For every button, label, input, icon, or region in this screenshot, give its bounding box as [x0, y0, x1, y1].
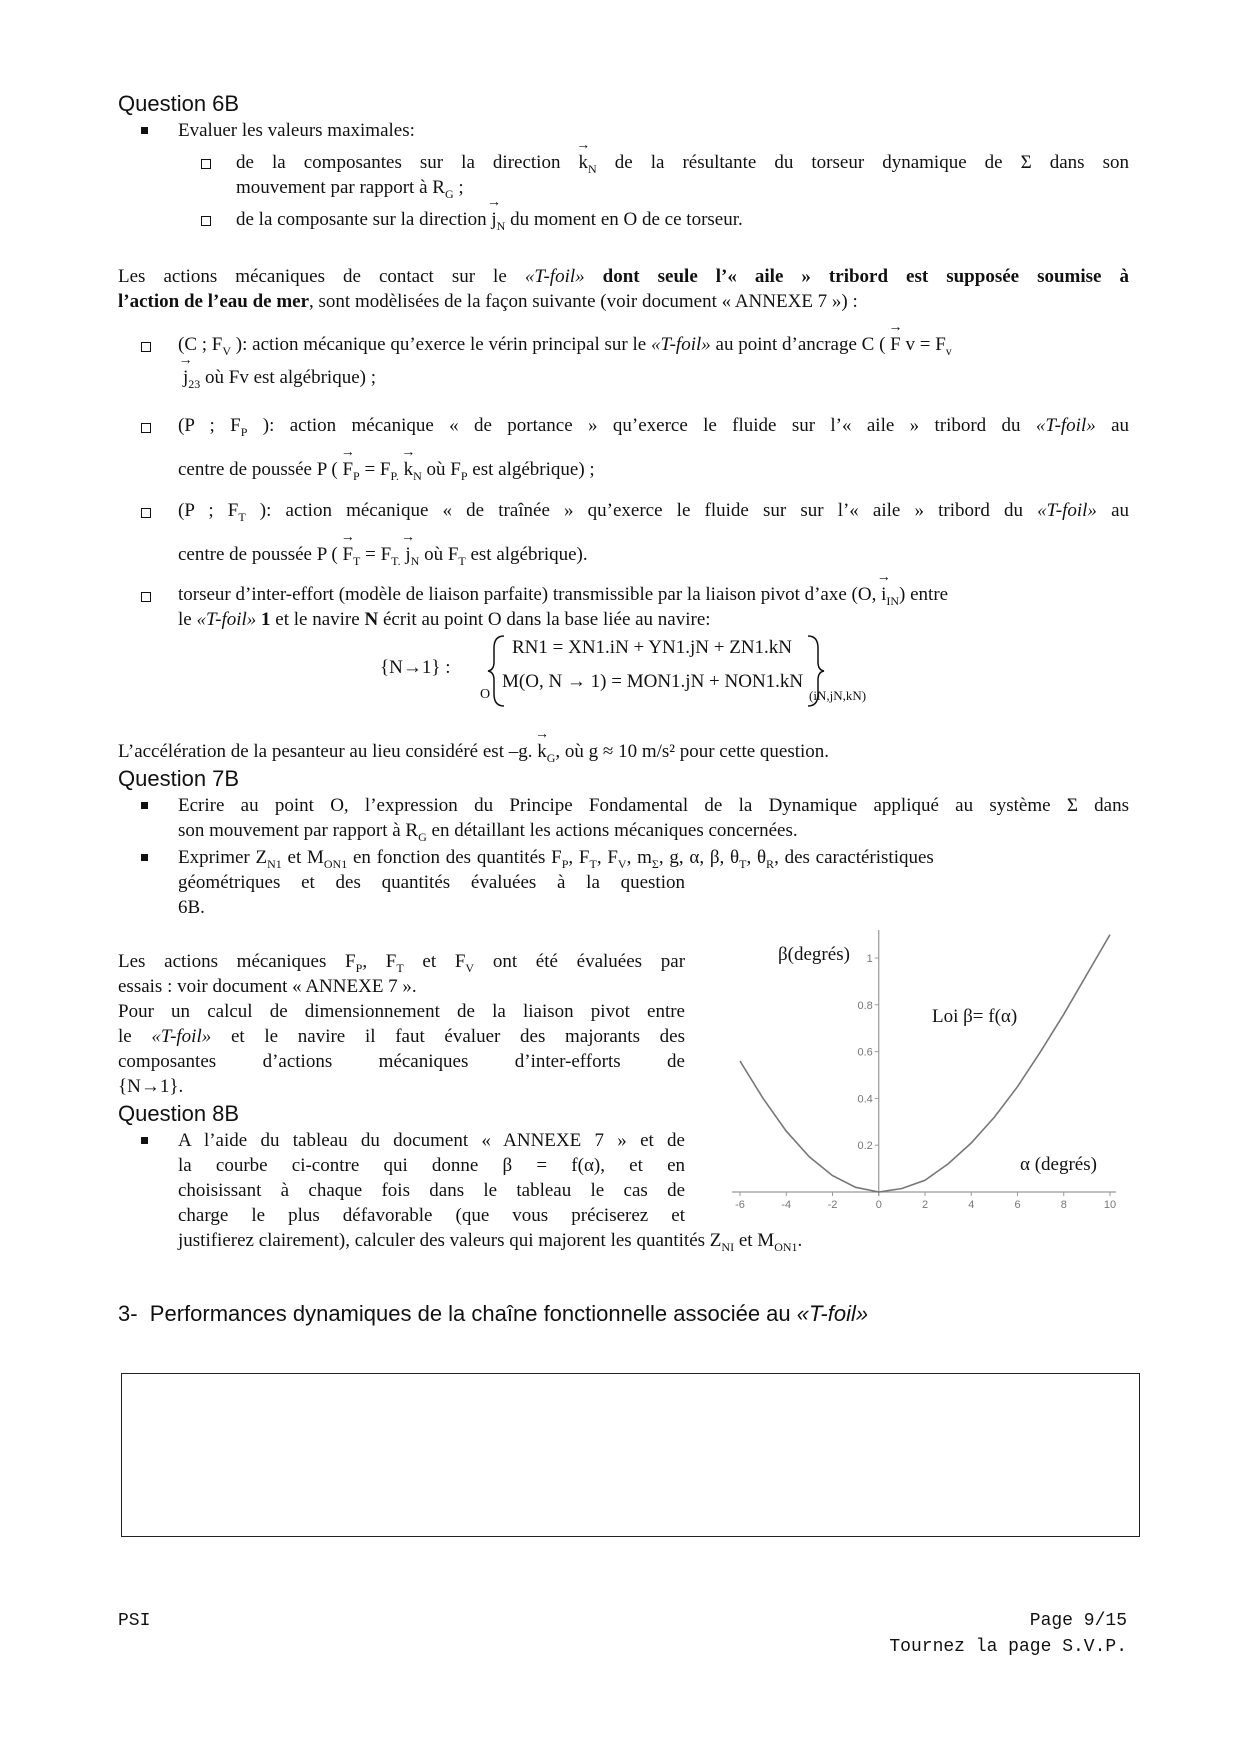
item2-text-g: = F [364, 459, 391, 480]
y-tick-label: 1 [866, 953, 873, 965]
beta-alpha-chart [690, 910, 1150, 1230]
gravity-line [118, 740, 829, 766]
essais-line1 [118, 950, 685, 976]
item1-sub-v: v [945, 343, 952, 358]
item3-text-g: = F [365, 544, 392, 565]
item4-text-e: le [178, 609, 192, 630]
q7-b2-s: P [561, 856, 569, 871]
item3-text-d: centre de poussée P ( [178, 544, 338, 565]
torseur-lhs: {N→1} : [380, 657, 451, 678]
item4-bold-n: N [364, 609, 379, 630]
q7-b2-t: et M [287, 847, 324, 868]
x-tick-label: 2 [921, 1199, 929, 1211]
q6-bullet-text: Evaluer les valeurs maximales: [178, 120, 415, 141]
q6-sub1-subscript: N [588, 161, 597, 176]
q7-b2-s: V [617, 856, 627, 871]
section3-number: 3- [118, 1301, 138, 1326]
item4-line1 [178, 583, 1129, 609]
gravity-sub: G [546, 750, 556, 765]
q7-b2-t: , g, α, β, θ [658, 847, 740, 868]
y-tick-label: 0.8 [857, 999, 873, 1012]
tfoil-italic: «T-foil» [650, 334, 711, 355]
item2-text-k: où F [426, 459, 461, 480]
q7-b2-t: , F [568, 847, 590, 868]
vector-f: → F [342, 458, 353, 483]
item4-text-a: torseur d’inter-effort (modèle de liaison parfaite) transmissible par la liaison pivot d’axe (O, [178, 584, 877, 605]
essais-t: le [118, 1026, 132, 1047]
essais-t: Les actions mécaniques F [118, 951, 356, 972]
item3-line2 [178, 543, 588, 569]
q8-line5 [178, 1229, 802, 1255]
item2-text-d: centre de poussée P ( [178, 459, 338, 480]
vector-j: → j [491, 208, 496, 233]
q7-b2-s: T [589, 856, 597, 871]
vector-k: → k [404, 458, 414, 483]
bullet-box [201, 216, 211, 226]
item3-sub-t2: T. [391, 553, 401, 568]
vector-i: → i [881, 583, 886, 608]
q7-b1-sub: G [418, 829, 427, 844]
x-tick-label: 8 [1060, 1199, 1067, 1211]
bullet-square [141, 1137, 148, 1144]
item2-text-b: ): action mécanique « de portance » qu’exerce le fluide sur l’« aile » tribord du [262, 415, 1021, 436]
q7-b1-text-b: son mouvement par rapport à R [178, 820, 419, 841]
q7-b2-s: R [766, 856, 775, 871]
q6-sub2-subscript: N [496, 218, 506, 233]
bullet-box [141, 508, 151, 518]
item2-text-m: est algébrique) ; [472, 459, 595, 480]
item3-text-c: au [1111, 500, 1130, 521]
q7-b2-t: en fonction des quantités F [352, 847, 562, 868]
section3-heading [118, 1300, 868, 1329]
tfoil-italic: «T-foil» [196, 609, 257, 630]
item2-text-a: (P ; F [178, 415, 241, 436]
q7-b2-t: , θ [746, 847, 767, 868]
torseur-point: O [480, 687, 491, 702]
q7-b2-s: N1 [267, 856, 282, 871]
essais-line3: Pour un calcul de dimensionnement de la liaison pivot entre [118, 1001, 685, 1022]
item4-sub: IN [886, 593, 900, 608]
torseur-row2: M(O, N → 1) = MON1.jN + NON1.kN [502, 671, 804, 692]
q7-b2-t: , des caractéristiques [774, 847, 934, 868]
item3-sub-t: T [353, 553, 361, 568]
footer-left: PSI [118, 1611, 151, 1631]
item2-line1 [178, 414, 1129, 440]
item1-line1 [178, 333, 1129, 359]
item2-sub-n: N [413, 468, 422, 483]
vector-k: → k [537, 740, 547, 765]
item3-text-m: est algébrique). [470, 544, 588, 565]
essais-s: P [355, 960, 363, 975]
essais-t: , F [362, 951, 397, 972]
essais-line2: essais : voir document « ANNEXE 7 ». [118, 976, 417, 997]
bullet-square [141, 802, 148, 809]
item1-text-c: au point d’ancrage C ( [715, 334, 886, 355]
item3-text-a: (P ; F [178, 500, 239, 521]
q8-line4: charge le plus défavorable (que vous préciserez et [178, 1205, 685, 1226]
tfoil-italic: «T-foil» [151, 1026, 212, 1047]
item4-text-g: et le navire [275, 609, 360, 630]
q7-b2-line1 [178, 846, 1129, 872]
contact-para-line1 [118, 265, 1129, 290]
q6-sub1-line2 [236, 176, 464, 202]
item1-text-i: où Fv est algébrique) ; [205, 367, 376, 388]
y-tick-label: 0.4 [857, 1093, 873, 1106]
item3-text-k: où F [424, 544, 459, 565]
q8-line3: choisissant à chaque fois dans le tableau le cas de [178, 1180, 685, 1201]
essais-t: ont été évaluées par [492, 951, 686, 972]
q7-b2-s: ON1 [323, 856, 348, 871]
q6-sub1-line1 [236, 151, 1129, 177]
q7-b2-t: Exprimer Z [178, 847, 268, 868]
tfoil-italic: «T-foil» [1037, 500, 1097, 521]
x-tick-label: -2 [827, 1199, 838, 1211]
objectives-head [133, 1375, 138, 1401]
item1-text-b: ): action mécanique qu’exerce le vérin principal sur le [235, 334, 647, 355]
essais-t: et F [422, 951, 466, 972]
essais-t: et le navire il faut évaluer des majorants des [230, 1026, 686, 1047]
item1-sub: V [222, 343, 232, 358]
bullet-box [141, 592, 151, 602]
gravity-text-d: , où g ≈ 10 m/s² pour cette question. [555, 741, 830, 762]
q6-sub1-subscript-g: G [444, 186, 454, 201]
q6-sub2-line [236, 208, 743, 234]
item2-text-c: au [1111, 415, 1130, 436]
bullet-box [201, 159, 211, 169]
question-7b-title: Question 7B [118, 766, 240, 791]
item4-line2 [178, 608, 711, 633]
item3-line1 [178, 499, 1129, 525]
contact-bold: dont seule l’« aile » tribord est supposée soumise à [602, 266, 1130, 287]
vector-j: → j [405, 543, 410, 568]
q8-t: . [797, 1230, 803, 1251]
item3-sub-n: N [410, 553, 420, 568]
bullet-square [141, 854, 148, 861]
torseur-row1: RN1 = XN1.iN + YN1.jN + ZN1.kN [512, 637, 793, 658]
item2-sub-p2: P. [390, 468, 399, 483]
item1-text-a: (C ; F [178, 334, 223, 355]
item3-sub: T [238, 509, 246, 524]
bullet-box [141, 342, 151, 352]
q7-b2-t: , m [626, 847, 652, 868]
q7-b2-s: T [739, 856, 747, 871]
contact-text-2: , sont modèlisées de la façon suivante (voir document « ANNEXE 7 ») : [309, 291, 858, 312]
x-tick-label: 0 [875, 1199, 882, 1211]
objectives-box [121, 1373, 1140, 1537]
q8-line2: la courbe ci-contre qui donne β = f(α), et en [178, 1155, 685, 1176]
item2-sub-p3: P [460, 468, 468, 483]
q7-b1-line2 [178, 819, 798, 845]
tfoil-italic: «T-foil» [1035, 415, 1096, 436]
vector-j: → j [183, 366, 188, 391]
q6-sub2-text-d: du moment en O de ce torseur. [510, 209, 743, 230]
chart-title: Loi β= f(α) [932, 1006, 1018, 1027]
vector-f: → F [890, 333, 901, 358]
bullet-square [141, 127, 148, 134]
x-tick-label: 6 [1014, 1199, 1021, 1211]
item1-sub-23: 23 [188, 376, 201, 391]
x-tick-label: 10 [1103, 1199, 1117, 1211]
section3-title: Performances dynamiques de la chaîne fonctionnelle associée au [149, 1301, 791, 1326]
vector-f: → F [342, 543, 353, 568]
q7-b2-t: , F [596, 847, 618, 868]
item4-text-i: écrit au point O dans la base liée au navire: [382, 609, 711, 630]
q8-t: et M [738, 1230, 775, 1251]
item3-text-b: ): action mécanique « de traînée » qu’exerce le fluide sur sur l’« aile » tribord du [259, 500, 1023, 521]
q6-sub2-text-a: de la composante sur la direction [236, 209, 487, 230]
question-8b-title: Question 8B [118, 1101, 240, 1126]
contact-para-line2 [118, 290, 858, 315]
q7-b2-s: Σ [651, 856, 659, 871]
essais-line4 [118, 1025, 685, 1050]
gravity-text-a: L’accélération de la pesanteur au lieu considéré est –g. [118, 741, 533, 762]
q7-b2-line2: géométriques et des quantités évaluées à la question [178, 872, 685, 893]
q6-sub1-text-a: de la composantes sur la direction [236, 152, 561, 173]
question-6b-title: Question 6B [118, 91, 240, 116]
essais-line6: {N→1}. [118, 1076, 184, 1097]
q8-t: justifierez clairement), calculer des valeurs qui majorent les quantités Z [178, 1230, 722, 1251]
tfoil-italic: «T-foil» [524, 266, 585, 287]
q7-b1-line1: Ecrire au point O, l’expression du Principe Fondamental de la Dynamique appliqué au système Σ dans [178, 795, 1129, 816]
q7-b2-line3: 6B. [178, 897, 205, 918]
item1-line2 [183, 366, 376, 392]
q7-b1-text-d: en détaillant les actions mécaniques concernées. [431, 820, 798, 841]
q8-s: ON1 [774, 1239, 798, 1254]
item4-bold-1: 1 [261, 609, 271, 630]
torseur-base: (iN,jN,kN) [809, 688, 867, 703]
footer-page: Page 9/15 [1029, 1611, 1127, 1631]
x-tick-label: -4 [781, 1199, 792, 1211]
contact-bold-2: l’action de l’eau de mer [118, 291, 310, 312]
contact-text: Les actions mécaniques de contact sur le [118, 266, 507, 287]
item1-text-e: v = F [905, 334, 946, 355]
section3-title-italic: «T-foil» [796, 1301, 869, 1326]
item2-sub: P [240, 424, 248, 439]
item4-text-d: ) entre [899, 584, 949, 605]
q6-sub1-text-g: ; [458, 177, 464, 198]
chart-ylabel: β(degrés) [778, 944, 850, 965]
q6-sub1-text-e: mouvement par rapport à R [236, 177, 445, 198]
bullet-box [141, 423, 151, 433]
essais-line5: composantes d’actions mécaniques d’inter-efforts de [118, 1051, 685, 1072]
q6-sub1-text-d: de la résultante du torseur dynamique de Σ dans son [614, 152, 1130, 173]
q8-s: NI [721, 1239, 735, 1254]
y-tick-label: 0.6 [857, 1046, 873, 1059]
item2-line2 [178, 458, 595, 484]
chart-xlabel: α (degrés) [1020, 1154, 1097, 1175]
item3-sub-t3: T [458, 553, 466, 568]
y-tick-label: 0.2 [857, 1140, 873, 1153]
x-tick-label: 4 [968, 1199, 975, 1211]
essais-s: T [396, 960, 404, 975]
essais-s: V [465, 960, 475, 975]
footer-turn-page: Tournez la page S.V.P. [889, 1637, 1127, 1657]
item2-sub-p: P [353, 468, 360, 483]
vector-k: → k [579, 151, 589, 176]
x-tick-label: -6 [735, 1199, 745, 1211]
q8-line1: A l’aide du tableau du document « ANNEXE 7 » et de [178, 1130, 685, 1151]
